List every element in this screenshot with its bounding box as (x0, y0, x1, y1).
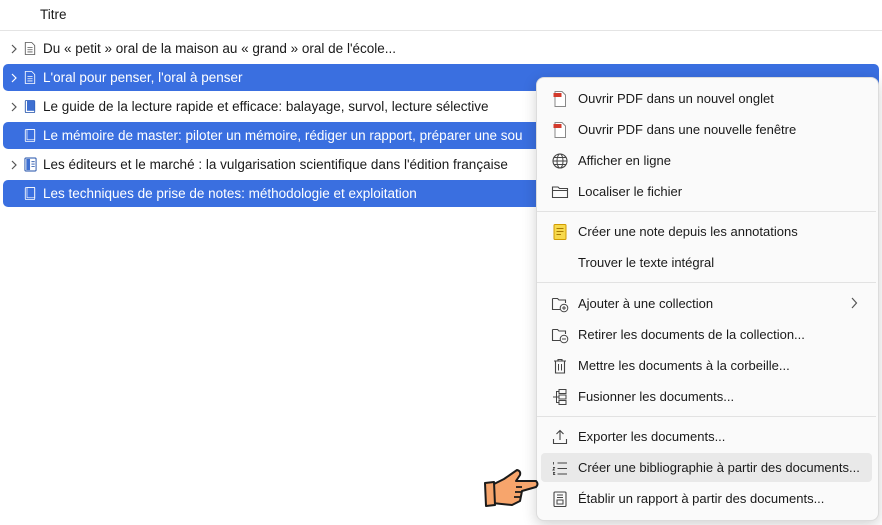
menu-separator (537, 416, 876, 417)
book-icon (24, 186, 38, 202)
expand-chevron-icon[interactable] (8, 44, 20, 54)
row-title: L'oral pour penser, l'oral à penser (43, 70, 243, 85)
menu-item-open-pdf-window[interactable]: Ouvrir PDF dans une nouvelle fenêtre (541, 115, 872, 144)
pdf-icon (551, 90, 569, 108)
menu-item-remove-from-collection[interactable]: Retirer les documents de la collection... (541, 320, 872, 349)
pointing-hand-cursor-icon (482, 461, 540, 509)
book-icon (24, 128, 38, 144)
row-title: Le mémoire de master: piloter un mémoire, rédiger un rapport, préparer une sou (43, 128, 523, 143)
merge-icon (551, 388, 569, 406)
menu-separator (537, 282, 876, 283)
table-row[interactable] (3, 35, 879, 62)
menu-item-show-file[interactable]: Localiser le fichier (541, 177, 872, 206)
document-icon (24, 41, 38, 57)
upload-icon (551, 428, 569, 446)
folder-icon (551, 183, 569, 201)
expand-chevron-icon[interactable] (8, 160, 20, 170)
menu-item-move-to-trash[interactable]: Mettre les documents à la corbeille... (541, 351, 872, 380)
menu-item-create-bibliography[interactable]: Créer une bibliographie à partir des documents... (541, 453, 872, 482)
trash-icon (551, 357, 569, 375)
row-title: Du « petit » oral de la maison au « grand » oral de l'école... (43, 41, 397, 56)
menu-item-create-note[interactable]: Créer une note depuis les annotations (541, 217, 872, 246)
expand-chevron-icon[interactable] (8, 102, 20, 112)
menu-item-add-to-collection[interactable]: Ajouter à une collection (541, 289, 872, 318)
book-icon (24, 99, 38, 115)
row-title: Les éditeurs et le marché : la vulgarisation scientifique dans l'édition française (43, 157, 508, 172)
menu-separator (537, 211, 876, 212)
menu-item-find-fulltext[interactable]: Trouver le texte intégral (578, 255, 715, 270)
pdf-icon (551, 121, 569, 139)
menu-item-view-online[interactable]: Afficher en ligne (541, 146, 872, 175)
context-menu (536, 77, 879, 521)
menu-item-merge-items[interactable]: Fusionner les documents... (541, 382, 872, 411)
menu-item-generate-report[interactable]: Établir un rapport à partir des documents... (541, 484, 872, 513)
report-icon (551, 490, 569, 508)
book-section-icon (24, 157, 38, 173)
document-icon (24, 70, 38, 86)
column-header (0, 0, 882, 31)
note-icon (551, 223, 569, 241)
row-title: Les techniques de prise de notes: méthodologie et exploitation (43, 186, 417, 201)
row-title: Le guide de la lecture rapide et efficace: balayage, survol, lecture sélective (43, 99, 489, 114)
numbered-list-icon (551, 459, 569, 477)
menu-item-open-pdf-tab[interactable]: Ouvrir PDF dans un nouvel onglet (541, 84, 872, 113)
folder-remove-icon (551, 326, 569, 344)
chevron-right-icon (850, 297, 858, 312)
column-title-header[interactable]: Titre (40, 7, 67, 22)
expand-chevron-icon[interactable] (8, 73, 20, 83)
menu-item-export-items[interactable]: Exporter les documents... (541, 422, 872, 451)
globe-icon (551, 152, 569, 170)
folder-add-icon (551, 295, 569, 313)
